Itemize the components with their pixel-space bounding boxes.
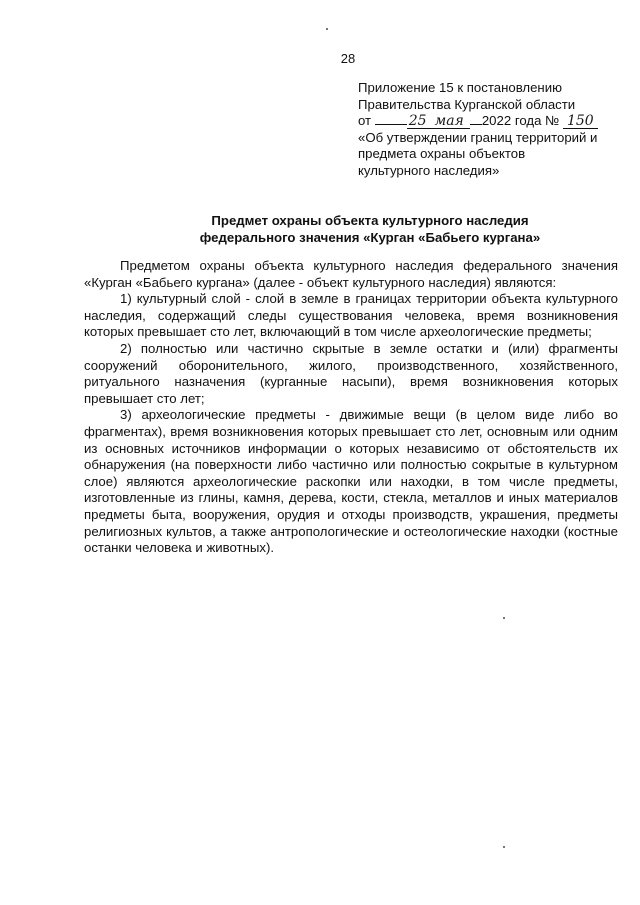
appendix-header bbox=[358, 80, 628, 179]
number-prefix: № bbox=[545, 113, 560, 128]
date-blank-left bbox=[375, 124, 407, 125]
date-blank-right bbox=[470, 124, 482, 125]
appendix-line-5: предмета охраны объектов bbox=[358, 146, 526, 161]
date-prefix: от bbox=[358, 113, 372, 128]
handwritten-date-month: мая bbox=[429, 114, 470, 129]
title-line-2: федерального значения «Курган «Бабьего кургана» bbox=[199, 230, 541, 245]
scan-dot-middle bbox=[503, 617, 505, 619]
appendix-line-4: «Об утверждении границ территорий и bbox=[358, 129, 598, 145]
date-year: 2022 года bbox=[481, 113, 542, 128]
intro-paragraph: Предметом охраны объекта культурного наследия федерального значения «Курган «Бабьего кургана» (далее - объект культурного наследия) являются: bbox=[84, 258, 618, 290]
title-line-1: Предмет охраны объекта культурного наследия bbox=[211, 213, 529, 228]
scan-dot-top bbox=[326, 28, 328, 30]
appendix-line-6: культурного наследия» bbox=[358, 162, 500, 178]
scan-dot-bottom bbox=[503, 846, 505, 848]
page-number: 28 bbox=[340, 51, 356, 66]
handwritten-date-day: 25 bbox=[408, 113, 427, 129]
handwritten-document-number: 150 bbox=[563, 114, 598, 129]
item-1-paragraph: 1) культурный слой - слой в земле в границах территории объекта культурного наследия, содержащий следы существования человека, время возникновения которых превышает сто лет, включающий в том числе археологические предметы; bbox=[84, 291, 618, 340]
item-3-paragraph: 3) археологические предметы - движимые вещи (в целом виде либо во фрагментах), время возникновения которых превышает сто лет, основным или одним из основных источников информации о которых независимо от обстоятельств их обнаружения (на поверхности либо частично или полностью сокрытые в культурном слое) являются археологические раскопки или находки, в том числе предметы, изготовленные из глины, камня, дерева, кости, стекла, металлов и иных материалов предметы быта, вооружения, орудия и отходы производств, украшения, предметы религиозных культов, а также антропологические и остеологические находки (костные останки человека и животных). bbox=[84, 407, 618, 556]
appendix-line-2: Правительства Курганской области bbox=[358, 96, 576, 112]
document-body bbox=[84, 258, 618, 557]
appendix-line-1: Приложение 15 к постановлению bbox=[358, 80, 562, 95]
document-title bbox=[120, 212, 620, 246]
item-2-paragraph: 2) полностью или частично скрытые в земле остатки и (или) фрагменты сооружений оборонительного, жилого, производственного, хозяйственного, ритуального назначения (курганные насыпи), время возникновения которых превышает сто лет; bbox=[84, 340, 618, 406]
appendix-date-line bbox=[358, 113, 628, 130]
